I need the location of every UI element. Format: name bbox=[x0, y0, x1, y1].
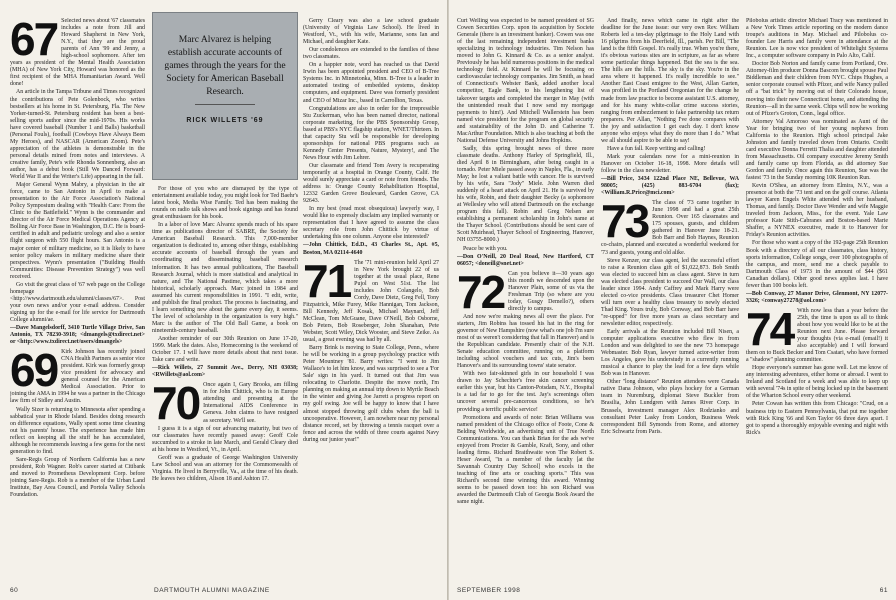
class-67-signature: —Dave Mangelsdorff, 3410 Turtle Village Drive, San Antonio, TX 78230-3918; <dmangels@txdirect.net> or <http://www.txdirect.net/users/dmangels> bbox=[10, 325, 145, 346]
class-71-signature: —Don O'Neill, 20 Deal Road, New Hartford, CT 06057; <doneill@snet.net> bbox=[457, 253, 594, 267]
class-70-text: In my best (read most obsequious) lawyerly way, I would like to expressly disclaim any implied warranty or representation that I have agreed to assume the class secretary role from John Chittick by virtue of undertaking this one column. Anyone else interested? bbox=[303, 206, 439, 241]
class-72-text: With two fair-skinned girls in our household I was drawn to Jay Schechter's free skin cancer screening earlier this year, but his Canton-Potsdam, N.Y., Hospital is a tad far to go for the test. Jay's screenings often uncover several pre-cancerous conditions, so he's providing a terrific public service! bbox=[457, 371, 594, 413]
class-73-text: Doctor Bob Norton and family came from Portland, Ore. Attorney-film producer Donna Bascom brought spouse Paul Biddleman and their children from NYC. Chips Hughes, a senior corporate counsel with Pfizer, and wife Nancy pulled off a "bat trick" by moving out of their Colorado house, moving into their new Connecticut home, and attending the Reunion—all in the same week. Chips will now be working out of Pfizer's Groton, Conn., legal office. bbox=[746, 61, 888, 117]
class-70-text: On a happier note, word has reached us that David Irwin has been appointed president and CEO of B-Tree Systems Inc. in Minnetonka, Minn. B-Tree is a leader in automated testing of embedded systems, desktop computers, and equipment. Dave was formerly president and CEO of Mizar Inc., based in Carrollton, Texas. bbox=[303, 62, 439, 104]
class-69-text: Wally Sizer is returning to Minnesota after spending a sabbatical year in Rhode Island. Besides doing research on difference equations, Wally spent some time cleaning out his parents' house. The experience has made him reflect on keeping all the stuff he has accumulated, although he recommends leaving a few gems for the next generation to find. bbox=[10, 406, 145, 455]
class-73-text: Early arrivals at the Reunion included Bill Nisen, a computer applications executive who flew in from London and was delighted to see the new '73 homepage Webmaster. Bob Ryan, lawyer turned actor-writer from Los Angeles, gave his understudy in a currently running musical a chance to play the lead for a few days while Bob was in Hanover. bbox=[601, 329, 739, 378]
class-69-text: Kirk Johnson has recently joined CNA Health Partners as senior vice president. Kirk was formerly group vice president for advocacy and general counsel for the American Medical Association. Prior to joining the AMA in 1994 he was a partner in the Chicago law firm of Sidley and Austin. bbox=[10, 349, 145, 405]
class-70-text: Congratulations are also in order for the irrepressible Stu Zuckerman, who has been named director, national corporate marketing, for the PBS Sponsorship Group, based at PBS's NYC flagship station, WNET/Thirteen. In that capacity Stu will be responsible for developing sponsorships for national PBS programs such as Kennedy Center Presents, Nature, Mystery!, and The News Hour with Jim Lehrer. bbox=[303, 105, 439, 161]
class-74-text: With now less than a year before the 25th, the time is upon us all to think about how you would like to be at the Reunion next June. Please forward your thoughts (via e-mail (email!) it also acceptable) and I will forward them on to Buck Becker and Tom Csatari, who have formed a "shadow" planning committee. bbox=[746, 307, 888, 364]
class-71-text: Peace be with you. bbox=[463, 245, 508, 252]
class-67-text: Major General Wynn Mabry, a physician in the air force, came to San Antonio in April to make a presentation to the Air Force Association's National Policy Symposium dealing with "Health Care: From the Clinic to the Battlefield." Wynn is the commander and director of the Air Force Medical Operations Agency at Bolling Air Force Base in Washington, D.C. He is board-certified in adult and pediatric urology and also a senior flight surgeon with 550 flight hours. San Antonio is a major center of military medicine, so it is likely to have senior policy makers in military medicine share their perspectives. Wynn's presentation ("Building Health Communities: Disease Prevention Strategy") was well received. bbox=[10, 182, 145, 280]
class-number-69: 69 bbox=[10, 344, 58, 397]
class-70-text: I guess it is a sign of our advancing maturity, but two of our classmates have recently passed away: Geoff Cole succumbed to a stroke in late March, and Gerald Cleary died at his home in Westford, Vt., in April. bbox=[152, 425, 298, 453]
class-72-text: Promotions and awards of note: Brian Williams was named president of the Chicago office of Foote, Cone & Belding Worldwide, an advertising unit of True North Communications. You can thank Brian for the ads we've enjoyed from Procter & Gamble, Kraft, Sony, and other leading firms. Richard Braithwaite won The Robert S. Heser Award, "in a member of the faculty [at the Savannah Country Day School] who excels in the teaching of fine arts or coaching sports." This was Richard's second time winning this award. Winning seems to be passed down too: his son Richard was awarded the Dartmouth Club of Georgia Book Award the same night. bbox=[457, 414, 594, 506]
class-number-72: 72 bbox=[457, 265, 505, 318]
pull-quote-text: Marc Alvarez is helping establish accurate accounts of games through the years for the Society for American Baseball Research. bbox=[164, 34, 286, 97]
column-left-3 bbox=[303, 18, 439, 574]
left-page-number: 60 bbox=[10, 587, 19, 594]
class-70-text: Geoff was a graduate of George Washington University Law School and was an attorney for the Commonwealth of Virginia. He lived in Berryville, Va., at the time of his death. He leaves two children, Alison 18 and Ashton 17. bbox=[152, 454, 298, 482]
class-69-text: Another reminder of our 30th Reunion on June 17-20, 1999. Mark the dates. Also, Homecoming is the weekend of October 17. I will have more details about that next issue. Take care and write. bbox=[152, 335, 298, 364]
column-left-1 bbox=[10, 18, 145, 574]
column-right-3 bbox=[746, 18, 888, 574]
class-72-text: And finally, news which came in right after the deadline for the June issue: our very own Rev. William Roberts led a ten-day pilgrimage to the Holy Land with 16 pilgrims from his Deerfield, Ill., parish. Per Bill, "The land is the fifth Gospel. It's really true. When you're there, it's obvious various sites are in scripture, as far as where some particular things happened. But the sea is the sea. The hills are the hills. The sky is the sky. You're in the area where it happened. It's really incredible to see." Another East Coast emigree to the West, Allan Garten, was profiled in the Portland Oregonian for the change he made from law practice to become assistant U.S. attorney, and for his many white-collar crime success stories, ranging from embezzlement to fake partnership tax return preparers. Per Allan, "Nothing I've done compares with the joy and satisfaction I get each day. I don't know anyone who enjoys what they do more than I do." What we all should aspire to be able to say! bbox=[601, 18, 739, 144]
class-number-73: 73 bbox=[601, 195, 649, 248]
class-number-67: 67 bbox=[10, 18, 58, 65]
class-number-71: 71 bbox=[303, 254, 351, 307]
left-page bbox=[0, 0, 447, 600]
class-73-text: Pilobolus artistic director Michael Tracy was mentioned in a New York Times article reporting on the modern dance troupe's auditions in May. Michael and Pilobolus co-founder Lee Harris and family were in attendance at the Reunion. Lee is now vice president of Whitelight Systems Inc., a computer software company in Palo Alto, Calif. bbox=[746, 18, 888, 60]
class-72-text: Mark your calendars now for a mini-reunion in Hanover on October 16-18, 1998. More details will follow in the class newsletter. bbox=[601, 153, 739, 174]
pull-quote-signature: RICK WILLETS '69 bbox=[186, 117, 264, 124]
class-73-text: For those who want a copy of the 192-page 25th Reunion Book with a directory of all our classmates, class history, sports information, College songs, over 100 photographs of the campus, and more, send me a check payable to Dartmouth Class of 1973 in the amount of $44 ($61 Canadian dollars). Other good news applies last. I have fewer than 100 books left. bbox=[746, 240, 888, 289]
class-70-text: Once again I, Gary Brooks, am filling in for John Chittick, who is in Europe attending and presenting at the International AIDS Conference in Geneva. John claims to have resigned as secretary. We'll see. bbox=[203, 382, 298, 424]
class-73-text: Other "long distance" Reunion attendees were Canada native Dana Johnson, who plays hockey for a German team in Nuremburg, diplomat Steve Buckler from Brasilia, John Lundgren with James River Corp. in Brussels, investment manager Alex Rodzianko and consultant Peter Lasky from London, Business Week correspondent Bill Symonds from Rome, and attorney Eric Schwartz from Paris. bbox=[601, 379, 739, 435]
class-number-74: 74 bbox=[746, 302, 794, 355]
class-67-text: Go visit the great class of '67 web page on the College homepage <http://www.dartmouth.edu/alumni/classes/67>. Post your own news and/or your e-mail address. Consider signing up for the e-mail for life service for Dartmouth College alumni/ae. bbox=[10, 281, 145, 323]
class-70-signature: —John Chittick, Ed.D., 43 Charles St., Apt. #5, Boston, MA 02114-4640 bbox=[303, 242, 439, 256]
class-67-text: An article in the Tampa Tribune and Times recognized the contributions of Pete Golenbock, who writes bestsellers at his home in St. Petersburg, Fla. The New Yorker-turned-St. Petersburg resident has been a best-selling sports author since the mid-1970s. His works have covered baseball (Number 1 and Balls) basketball (Personal Fouls), football (Cowboys Have Always Been My Heroes), and NASCAR (American Zoom). Pete's appreciation of the athletes is demonstrable in the personal details mined from notes and interviews. A creative family, Pete's wife Rhonda Sonnenberg, also an author, has a debut book (Still We Danced Forward: World War II and the Writer's Life) appearing in the fall. bbox=[10, 89, 145, 181]
column-left-2 bbox=[152, 186, 298, 574]
class-71-text: Curt Welling was expected to be named president of SG Cowen Securities Corp. upon its acquisition by Societe Generale (there is an investment banker). Cowen was one of the last remaining independent investment banks specializing in technology industries. Tim Nelson has moved to John G. Kinnard & Co. as a senior analyst. Previously he has held numerous positions in the medical technology field. At Kinnard he will be focusing on cardiovascular technology companies. Jim Smith, as head of Connecticut's Webster Bank, added another local competitor, Eagle Bank, to his lengthening list of takeover targets and completed the merger in May (with the unintended result that I now send my mortgage payments to him!). And Mitchell Wallerstein has been named vice president for the program on global security and sustainability of the John D. and Catherine T. MacArthur Foundation. Mitch is also teaching at both the National Defense University and Johns Hopkins. bbox=[457, 18, 594, 144]
class-73-text: Steve Kenzer, our class agent, led the successful effort to raise a Reunion class gift of $1,022,873. Bob Smith was elected to succeed him as class agent. Steve in turn was elected class president to succeed Our Wall, our class leader since 1994. Andy Caffrey and Mark Harry were elected co-vice presidents. Class treasurer Chet Homer will turn over a healthy class treasury to newly elected Thad King. Yours truly, Bob Conway, and Bob Barr have "re-upped" for five more years as class secretary and newsletter editor, respectively. bbox=[601, 257, 739, 327]
right-issue-date: SEPTEMBER 1998 bbox=[457, 587, 521, 594]
class-71-text: Barry Brink is moving to State College, Penn., where he will be working in a group psychology practice with Peter Mountney '81. Barry writes: "I went to Jim Wallace's to let him know, and was surprised to see a 'For Sale' sign in his yard. It turned out that Jim was relocating to Charlotte. Despite the move north, I'm planning on making an annual trip down to Myrtle Beach in the winter and giving Joe Jarrett a progress report on my golf swing. Joe will be happy to know that I have almost stopped throwing golf clubs when the ball is uncooperative. However, I am nowhere near my personal distance record, set by throwing a tennis racquet over a fence and across the width of three courts against Navy during our junior year!" bbox=[303, 345, 439, 443]
class-69-signature: —Rick Willets, 27 Summit Ave., Derry, NH 03038; <RWillets@aol.com> bbox=[152, 365, 298, 379]
right-page bbox=[449, 0, 896, 600]
column-right-1 bbox=[457, 18, 594, 574]
class-74-text: Hope everyone's summer has gone well. Let me know of any interesting adventures, either home or abroad. I went to Ireland and Scotland for a week and was able to keep up with several '74s in spite of being locked up in the basement of the Wharton School every other weekend. bbox=[746, 365, 888, 400]
class-72-text: Have a fun fall. Keep writing and calling! bbox=[607, 145, 706, 152]
class-72-text: And now we're making news all over the place. For starters, Jim Robins has tossed his hat in the ring for governor of New Hampshire (now what's one job I'm sure most of us weren't considering that fall in Hanover) and is the Republican candidate. Presently chair of the N.H. Senate education committee, running on a platform including school vouchers and tax cuts, Jim's been Hanover's and its surrounding towns' state senator. bbox=[457, 313, 594, 370]
class-70-text: Gerry Cleary was also a law school graduate (University of Virginia Law School). He lived in Westford, Vt., with his wife, Marianne, sons Ian and Michael, and daughter Kate. bbox=[303, 18, 439, 46]
class-70-text: Our classmate and friend Tom Avery is recuperating temporarily at a hospital in Orange County, Calif. He would surely appreciate a card or note from friends. The address is: Orange County Rehabilitation Hospital, 12332 Garden Grove Boulevard, Garden Grove, CA 92643. bbox=[303, 162, 439, 205]
class-71-text: The '71 mini-reunion held April 27 in New York brought 22 of us together at the usual place, Rene Pujol on West 51st. The list includes John Colangelo, Bob Cordy, Dave Dietz, Greg Fell, Tony Fitzpatrick, Mike Furey, Mike Hannigan, Tom Jackson, Bill Kennedy, Jeff Kosak, Michael Maynard, Jeff McClean, Tom McGuane, Dave O'Neill, Bob Osborne, Bob Peters, Bob Roseberger, John Shanahan, Pete Webster, Scott Wiley, Dick Wooster, and Steve Zeike. As usual, a great evening was had by all. bbox=[303, 259, 439, 344]
class-70-text: Our condolences are extended to the families of these two classmates. bbox=[303, 47, 439, 61]
class-69-text: In a labor of love Marc Alvarez spends much of his spare time as publications director of SABRE, the Society for American Baseball Research. This 7,000-member organization is dedicated to, among other things, establishing accurate accounts of baseball through the years and coordinating and disseminating baseball research information. It has two annual publications, The Baseball Research Journal, which is more statistical and analytical in nature, and The National Pastime, which takes a more historical, scholarly approach. Marc joined in 1984 and assumed his current responsibilities in 1991. "I edit, write, and publish the final product. The process is fascinating, and I learn something new about the game every day, it seems. The level of scholarship in the organization is very high." Marc is the author of The Old Ball Game, a book on nineteenth-century baseball. bbox=[152, 222, 298, 334]
class-71-text: Sadly, this spring brought news of three more classmate deaths. Anthony Harley of Springfield, Ill., died April 8 in Birmingham, after being caught in a tornado. Peter Miele passed away in Naples, Fla., in early May; he lost a valiant battle with cancer. He is survived by his wife, Sara "Jody" Miele. John Warren died suddenly of a heart attack on April 21. He is survived by his wife, Robin, and their daughter Becky (a sophomore at Wellesley who will attend Dartmouth on the exchange program this fall). Robin and Greg Nelsen are establishing a permanent scholarship in John's name at the Thayer School. (Contributions should be sent care of Scott Muirhead, Thayer School of Engineering, Hanover, NH 03755-8000.) bbox=[457, 145, 594, 244]
class-number-70: 70 bbox=[152, 377, 200, 430]
class-74-text: Peter Cowan has written this from Chicago: "Crud, on a business trip to Eastern Pennsylvania, that put me together with Rick King '66 and Ken Taylor 66 three days apart. I got to spend a thoroughly enjoyable evening and night with Rick's bbox=[746, 401, 888, 436]
left-magazine-name: DARTMOUTH ALUMNI MAGAZINE bbox=[154, 587, 270, 594]
class-69-text: Sare-Regis Group of Northern California has a new president, Rob Wagner. Rob's career started at Citibank and moved to Prometheus Development Corp. before joining Sare-Regis. Rob is a member of the Urban Land Institute, Bay Area Council, and Portola Valley Schools Foundation. bbox=[10, 456, 145, 499]
right-page-number: 61 bbox=[879, 587, 888, 594]
class-73-text: Kevin O'Shea, an attorney from Elmira, N.Y., was a presence at both the '73 tent and on the golf course. Atlanta lawyer Karen Engels White attended with her husband, Thomas, and family. Doctor Dave Wender and wife Maggie traveled from Jackson, Miss., for the event. Yale Law professor Kate Stith-Cabranes and Boston-based Marie Shaffer, a NYNEX executive, made it to Hanover for Friday's Reunion activities. bbox=[746, 183, 888, 239]
class-69-text: For those of you who are dismayed by the type of entertainment available today, you might look for Ted Baehr's latest book, Media Wise Family. Ted has been making the rounds on radio talk shows and book signings and has found great enthusiasm for his book. bbox=[152, 186, 298, 221]
class-73-text: Attorney Val Amoroso was nominated as Aunt of the Year for bringing two of her young nephews from California to the Reunion. High school principal Jake Johnston and family traveled down from Ontario. Credit card executive Donna Ferretti Thalia and daughter attended from Massachusetts. Oil company executive Jeremy Smith and family came up from Florida, as did attorney Sue Gordon and family. Once again this Reunion, Sue was the fastest '73 in the Sunday morning 10K Reunion Run. bbox=[746, 118, 888, 182]
pull-quote-box bbox=[152, 12, 298, 180]
class-73-text: The class of '73 came together in June 1998 and had a great 25th Reunion. Over 165 classmates and 175 spouses, guests, and children gathered in Hanover June 18-21. Bob Barr and Bob Haynes, Reunion co-chairs, planned and executed a wonderful weekend for '73 and guests, young and old alike. bbox=[601, 200, 739, 256]
class-73-signature: —Bob Conway, 27 Manor Drive, Glenmont, NY 12077-3326; <conway27278@aol.com> bbox=[746, 290, 888, 304]
column-right-2 bbox=[601, 18, 739, 574]
class-72-signature: —Bill Price, 3434 122nd Place NE, Bellevue, WA 98005; (425) 883-6704 (fax); <William.R.Price@mci.com> bbox=[601, 176, 739, 197]
class-72-text: Can you believe it—30 years ago this month we descended upon the Hanover Plain, some of us via the Freshman Trip (so where are you today, Gusgy Demello?), others directly to campus. bbox=[508, 270, 594, 312]
pull-quote-divider bbox=[195, 104, 255, 105]
class-67-text: Selected news about '67 classmates includes a note from Jill and Howard Shapherst in New York, N.Y., that they are the proud parents of Ann '99 and Jenny, a high-school sophomore. After ten years as president of the Mental Health Association (MHA) of New York City, Howard was honored as the first recipient of the MHA Humanitarian Award. Well done! bbox=[10, 18, 145, 88]
